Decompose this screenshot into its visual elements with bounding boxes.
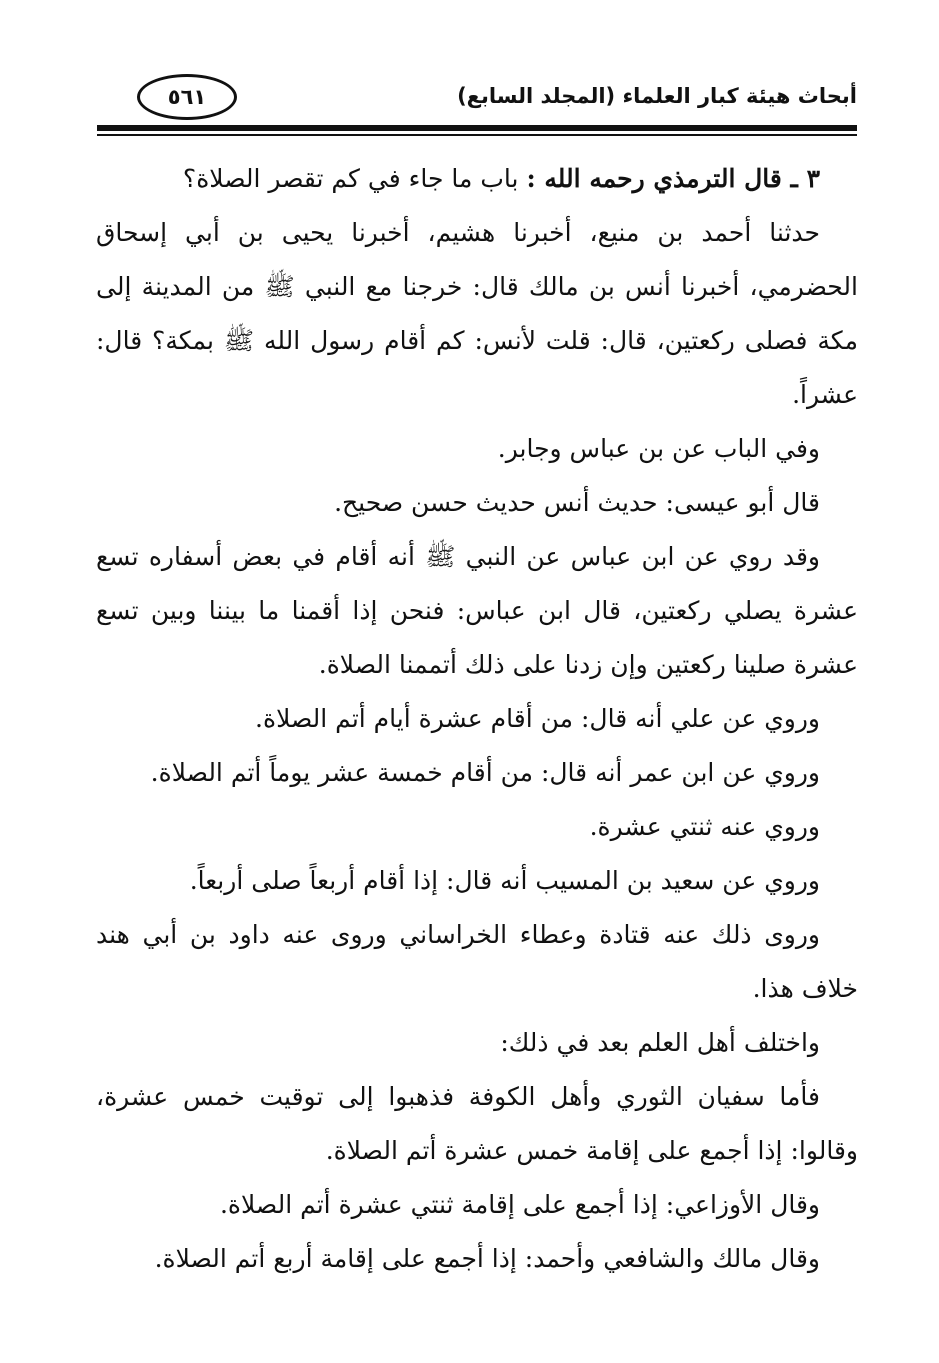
paragraph-1: حدثنا أحمد بن منيع، أخبرنا هشيم، أخبرنا يحيى بن أبي إسحاق الحضرمي، أخبرنا أنس بن مالك قال: خرجنا مع النبي ﷺ من المدينة إلى مكة فصلى ركعتين، قال: قلت لأنس: كم أقام رسول الله ﷺ بمكة؟ قال: عشراً. bbox=[96, 218, 858, 409]
section-heading bbox=[96, 152, 858, 206]
paragraph-2: وفي الباب عن بن عباس وجابر. bbox=[497, 434, 820, 463]
paragraph-5: وروي عن علي أنه قال: من أقام عشرة أيام أتم الصلاة. bbox=[255, 704, 820, 733]
body-text bbox=[96, 152, 858, 1286]
paragraph-11: فأما سفيان الثوري وأهل الكوفة فذهبوا إلى توقيت خمس عشرة، وقالوا: إذا أجمع على إقامة خمس عشرة أتم الصلاة. bbox=[96, 1082, 858, 1165]
page-header bbox=[97, 72, 857, 122]
running-title: أبحاث هيئة كبار العلماء (المجلد السابع) bbox=[457, 84, 857, 108]
paragraph-7: وروي عنه ثنتي عشرة. bbox=[589, 812, 820, 841]
paragraph-4: وقد روي عن ابن عباس عن النبي ﷺ أنه أقام في بعض أسفاره تسع عشرة يصلي ركعتين، قال ابن عباس: فنحن إذا أقمنا ما بيننا وبين تسع عشرة صلينا ركعتين وإن زدنا على ذلك أتممنا الصلاة. bbox=[96, 542, 858, 679]
paragraph-10: واختلف أهل العلم بعد في ذلك: bbox=[500, 1028, 820, 1057]
paragraph-12: وقال الأوزاعي: إذا أجمع على إقامة ثنتي عشرة أتم الصلاة. bbox=[219, 1190, 820, 1219]
paragraph-3: قال أبو عيسى: حديث أنس حديث حسن صحيح. bbox=[334, 488, 820, 517]
paragraph-9: وروى ذلك عنه قتادة وعطاء الخراساني وروى عنه داود بن أبي هند خلاف هذا. bbox=[96, 920, 858, 1003]
header-rule-thick bbox=[97, 125, 857, 131]
paragraph-6: وروي عن ابن عمر أنه قال: من أقام خمسة عشر يوماً أتم الصلاة. bbox=[150, 758, 820, 787]
heading-rest: باب ما جاء في كم تقصر الصلاة؟ bbox=[182, 164, 519, 193]
paragraph-13: وقال مالك والشافعي وأحمد: إذا أجمع على إقامة أربع أتم الصلاة. bbox=[154, 1244, 820, 1273]
heading-label: ٣ ـ قال الترمذي رحمه الله : bbox=[526, 164, 820, 193]
page-number-oval bbox=[137, 74, 237, 120]
header-rule-thin bbox=[97, 134, 857, 136]
page-number: ٥٦١ bbox=[167, 85, 207, 109]
paragraph-8: وروي عن سعيد بن المسيب أنه قال: إذا أقام أربعاً صلى أربعاً. bbox=[189, 866, 820, 895]
